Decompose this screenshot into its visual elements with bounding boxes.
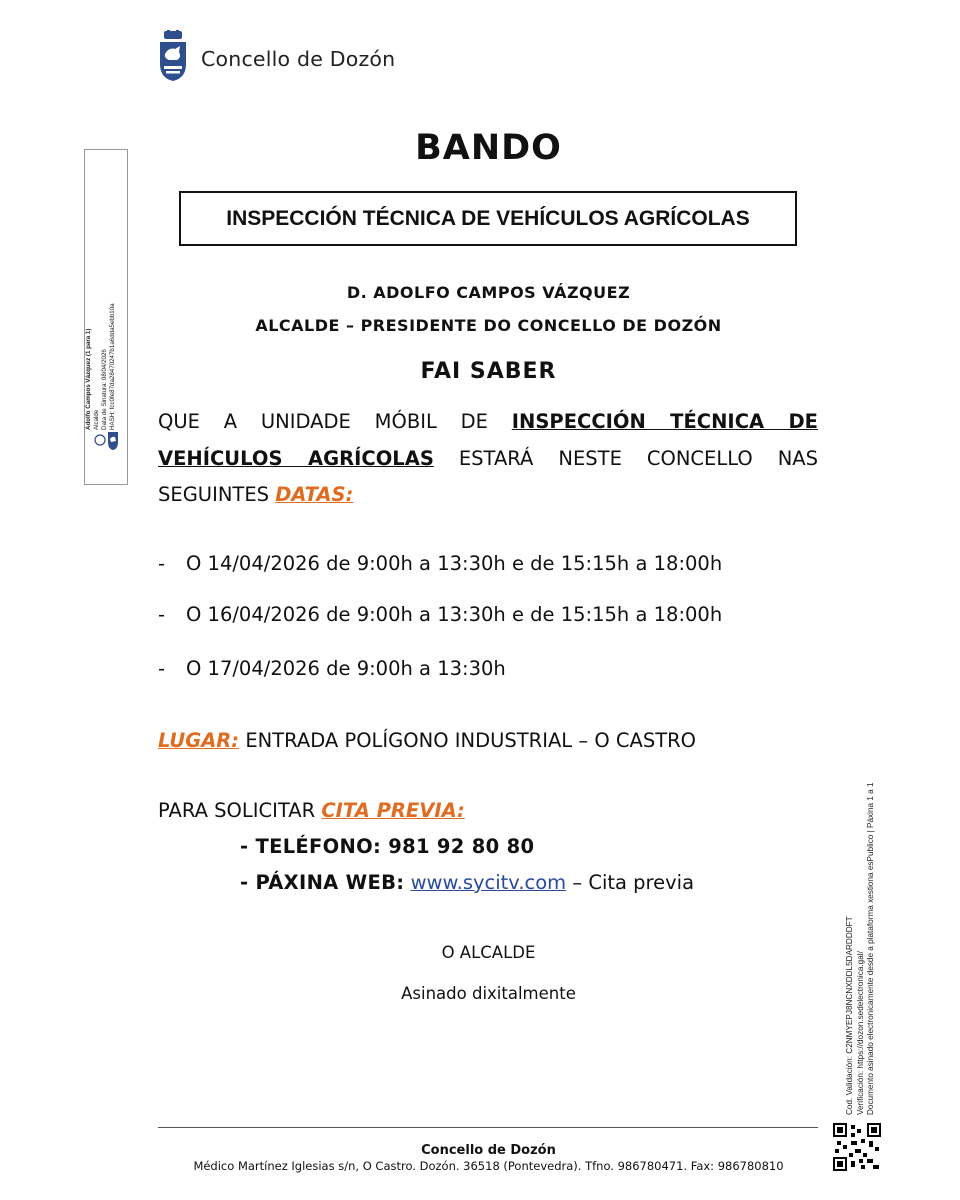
place-line <box>158 729 696 752</box>
phone-line: - TELÉFONO: 981 92 80 80 <box>240 835 535 858</box>
document-title: BANDO <box>415 128 562 168</box>
list-marker: - <box>158 603 166 626</box>
appointment-prefix: PARA SOLICITAR <box>158 799 316 822</box>
list-item <box>158 657 506 680</box>
footer-org-name: Concello de Dozón <box>421 1143 556 1158</box>
web-label: - PÁXINA WEB: <box>240 871 405 894</box>
list-marker: - <box>158 552 166 575</box>
appointment-label: CITA PREVIA: <box>321 799 465 822</box>
stamp-crest-icon <box>94 429 120 451</box>
date-text: O 17/04/2026 de 9:00h a 13:30h <box>186 657 506 680</box>
validation-text <box>845 765 889 1115</box>
validation-note: Documento asinado electronicamente desde a plataforma xestiona esPublico | Páxina 1 a 1 <box>866 782 875 1115</box>
intro-paragraph <box>158 404 818 514</box>
list-item <box>158 603 722 626</box>
date-text: O 14/04/2026 de 9:00h a 13:30h e de 15:15h a 18:00h <box>186 552 723 575</box>
signer-title: O ALCALDE <box>441 943 536 962</box>
validation-code: Cod. Validación: C2NMYEPJ8NCNXDDL5DARDDDFT <box>845 916 854 1115</box>
letterhead <box>158 30 395 82</box>
intro-bold-subject: INSPECCIÓN TÉCNICA DE VEHÍCULOS AGRÍCOLAS <box>158 410 818 470</box>
verification-url: Verificación: https://dozon.sedelectronica.gal/ <box>855 951 865 1115</box>
date-text: O 16/04/2026 de 9:00h a 13:30h e de 15:15h a 18:00h <box>186 603 723 626</box>
crest-icon <box>158 30 188 82</box>
web-suffix: – Cita previa <box>572 871 695 894</box>
list-item <box>158 552 722 575</box>
announcement-heading: FAI SABER <box>420 359 557 384</box>
footer-divider <box>158 1127 818 1128</box>
signature-hash: HASH: fcc0fe87da28470247b1a6dda5ebb10a <box>109 303 116 430</box>
signature-date: Data de Sinatura: 08/04/2026 <box>101 349 108 430</box>
website-link[interactable]: www.sycitv.com <box>410 871 567 894</box>
appointment-line <box>158 799 465 822</box>
digitally-signed-note: Asinado dixitalmente <box>401 984 576 1003</box>
datas-label: DATAS: <box>275 483 354 506</box>
issuer-name: D. ADOLFO CAMPOS VÁZQUEZ <box>346 283 631 302</box>
signer-name: Adolfo Campos Vázquez (1 para 1) <box>85 328 92 430</box>
issuer-role: ALCALDE – PRESIDENTE DO CONCELLO DE DOZÓN <box>255 316 722 335</box>
list-marker: - <box>158 657 166 680</box>
place-label: LUGAR: <box>158 729 240 752</box>
footer-address: Médico Martínez Iglesias s/n, O Castro. Dozón. 36518 (Pontevedra). Tfno. 986780471. Fax: 986780810 <box>193 1159 784 1173</box>
intro-middle: ESTARÁ NESTE CONCELLO NAS SEGUINTES <box>158 446 819 506</box>
subject-box: INSPECCIÓN TÉCNICA DE VEHÍCULOS AGRÍCOLAS <box>179 191 797 246</box>
web-line <box>240 871 694 894</box>
place-value: ENTRADA POLÍGONO INDUSTRIAL – O CASTRO <box>245 729 697 752</box>
organization-name: Concello de Dozón <box>201 47 396 71</box>
signer-role: Alcalde <box>93 409 100 430</box>
intro-prefix: QUE A UNIDADE MÓBIL DE <box>158 410 488 433</box>
